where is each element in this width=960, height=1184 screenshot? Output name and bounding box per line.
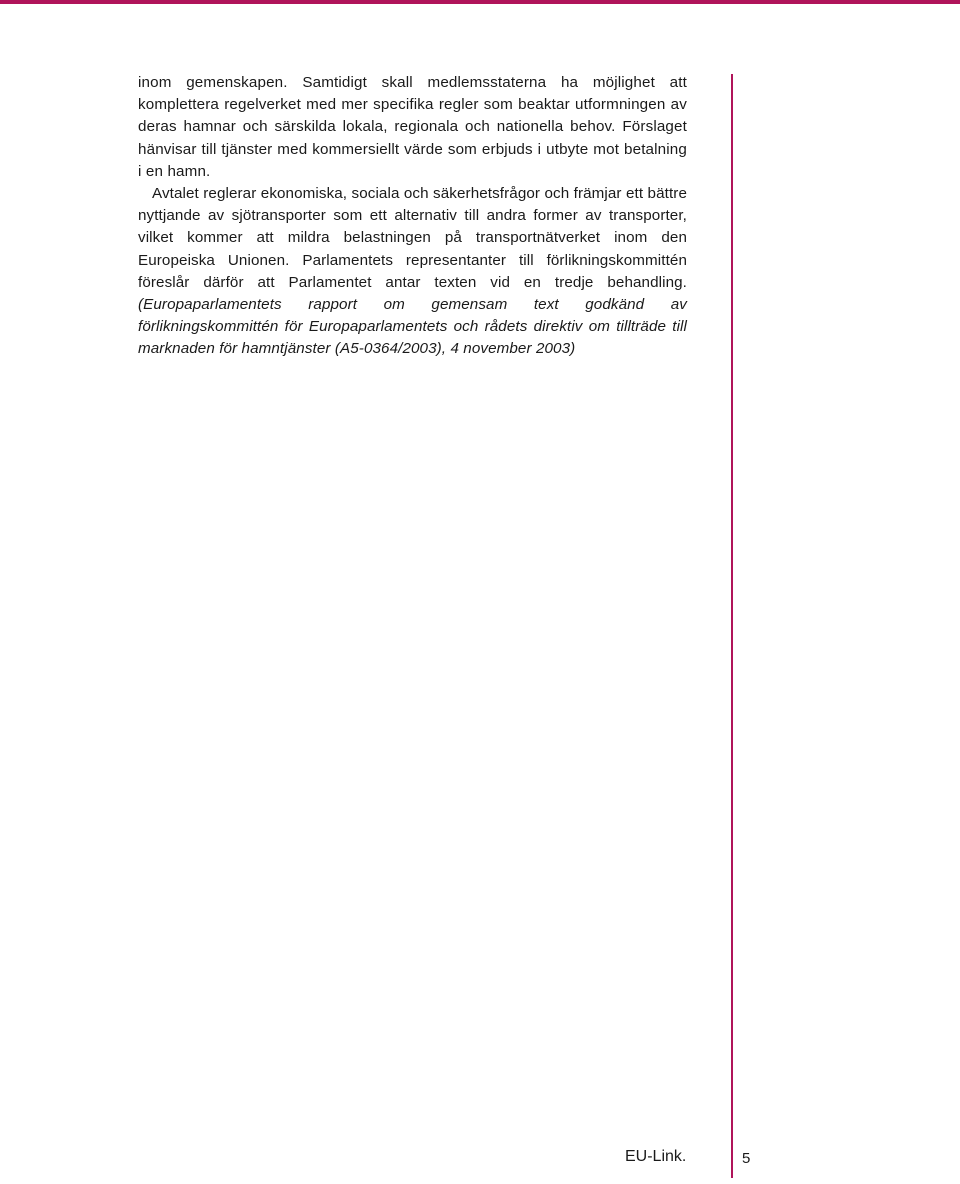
report-citation: (Europaparlamentets rapport om gemensam text godkänd av förlikningskommittén för Europaparlamentets och rådets direktiv om tillträde till marknaden för hamntjänster (A5-0364/2003), 4 november 2003) xyxy=(138,296,687,358)
paragraph-1 xyxy=(138,72,687,183)
paragraph-2-text: Avtalet reglerar ekonomiska, sociala och säkerhetsfrågor och främjar ett bättre nyttjande av sjötransporter som ett alternativ till andra former av transporter, vilket kommer att mildra belastningen på transportnätverket inom den Europeiska Unionen. Parlamentets representanter till förlikningskommittén föreslår därför att Parlamentet antar texten vid en tredje behandling. xyxy=(138,185,687,291)
paragraph-1-text: inom gemenskapen. Samtidigt skall medlemsstaterna ha möjlighet att komplettera regelverket med mer specifika regler som beaktar utformningen av deras hamnar och särskilda lokala, regionala och nationella behov. Förslaget hänvisar till tjänster med kommersiellt värde som erbjuds i utbyte mot betalning i en hamn. xyxy=(138,74,687,180)
top-accent-rule xyxy=(0,0,960,4)
side-accent-rule xyxy=(731,74,733,1178)
page-number: 5 xyxy=(742,1150,751,1167)
paragraph-2 xyxy=(138,183,687,361)
footer-publication-name: EU-Link. xyxy=(625,1148,687,1165)
main-text-column xyxy=(138,72,687,361)
